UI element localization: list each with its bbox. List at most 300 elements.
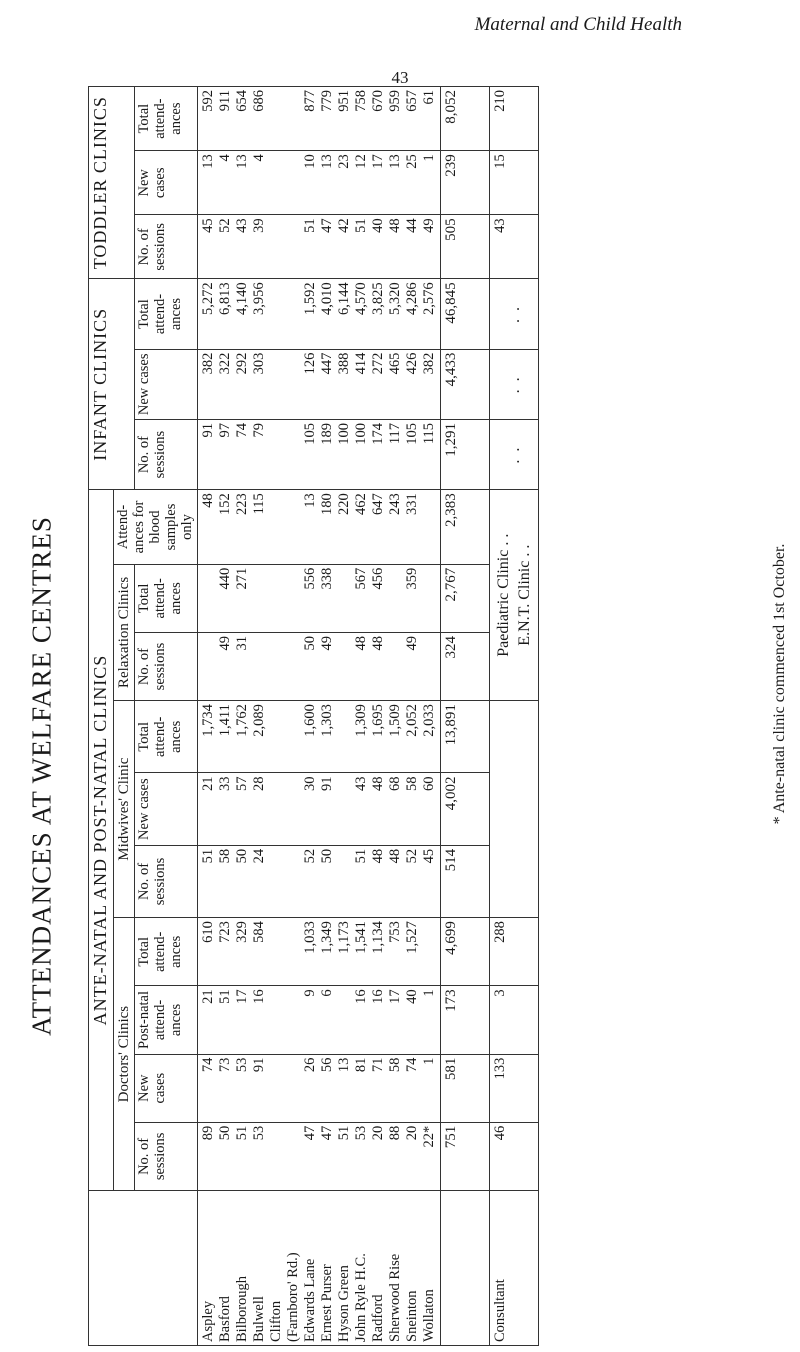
value-cell [285,921,302,982]
centre-name: (Farnboro' Rd.) [285,1252,302,1342]
value-cell: 1 [421,989,438,997]
total-inf-total: 46,845 [441,279,490,349]
value-cell: 16 [370,989,387,1004]
value-cell [387,568,404,629]
consultant-tod-total: 210 [490,87,539,151]
consultant-inf-new: . . [490,349,539,419]
page-header [0,8,800,98]
value-cell: 20 [370,1125,387,1141]
total-tod-new: 239 [441,151,490,215]
value-cell: 1,309 [353,704,370,737]
value-cell: 456 [370,567,387,590]
value-cell: 22* [421,1125,438,1148]
value-cell: 58 [387,1057,404,1073]
value-cell: 115 [421,422,438,445]
value-cell [268,493,285,561]
value-cell: 440 [217,567,234,590]
value-cell: 6,813 [217,282,234,316]
value-cell: 877 [302,90,319,112]
value-cell: 243 [387,493,404,515]
value-cell [268,1058,285,1119]
value-cell [421,636,438,697]
value-cell [285,1058,302,1119]
rotated-table [88,86,760,1346]
value-cell: 388 [336,352,353,375]
centre-name: Edwards Lane [302,1258,319,1342]
value-cell [387,636,404,697]
value-cell: 17 [370,154,387,169]
inf-total-values [198,279,441,349]
value-cell: 48 [370,776,387,791]
col-doc-new: New cases [135,1054,198,1122]
centre-header [89,1190,198,1345]
value-cell [200,568,217,629]
value-cell: 382 [200,352,217,375]
value-cell [336,989,353,1050]
value-cell: 292 [234,352,251,375]
value-cell [268,282,285,345]
value-cell: 3,825 [370,282,387,316]
consultant-doc-new: 133 [490,1054,539,1122]
total-mid-total: 13,891 [441,701,490,773]
value-cell [421,921,438,982]
value-cell: 21 [200,989,217,1004]
value-cell [421,493,438,561]
value-cell [336,636,353,697]
value-cell: 50 [234,848,251,864]
value-cell: 303 [251,352,268,375]
consultant-inf-sessions: . . [490,419,539,489]
value-cell: 115 [251,493,268,515]
value-cell: 40 [370,218,387,233]
value-cell: 13 [200,154,217,169]
group-antenatal: ANTE-NATAL AND POST-NATAL CLINICS [89,490,114,1191]
total-tod-sessions: 505 [441,215,490,279]
value-cell: 4,010 [319,282,336,316]
value-cell: 13 [234,154,251,169]
consultant-label: Consultant [490,1190,539,1345]
value-cell: 753 [387,921,404,943]
value-cell: 47 [319,218,336,233]
value-cell: 126 [302,352,319,375]
value-cell: 4 [217,154,234,162]
value-cell: 21 [200,776,217,791]
value-cell: 49 [421,218,438,233]
paediatric-ent-label: Paediatric Clinic . . E.N.T. Clinic . . [490,490,539,701]
value-cell: 61 [421,90,438,105]
value-cell [285,1126,302,1187]
value-cell: 271 [234,567,251,590]
value-cell: 4,570 [353,282,370,316]
value-cell: 13 [336,1057,353,1073]
total-rel-total: 2,767 [441,564,490,632]
value-cell: 359 [404,567,421,590]
value-cell: 30 [302,776,319,791]
value-cell: 723 [217,921,234,943]
value-cell: 73 [217,1057,234,1073]
value-cell: 28 [251,776,268,791]
value-cell [268,154,285,211]
total-inf-new: 4,433 [441,349,490,419]
value-cell: 33 [217,776,234,791]
value-cell: 44 [404,218,421,233]
total-doc-total: 4,699 [441,918,490,986]
value-cell [336,568,353,629]
value-cell: 1,411 [217,704,234,737]
value-cell: 50 [217,1125,234,1141]
value-cell [285,704,302,769]
value-cell [336,849,353,914]
value-cell: 47 [319,1125,336,1141]
value-cell: 57 [234,776,251,791]
col-mid-new: New cases [135,773,198,845]
value-cell: 17 [234,989,251,1004]
value-cell: 74 [404,1057,421,1073]
value-cell: 51 [353,848,370,864]
value-cell: 647 [370,493,387,515]
col-inf-sessions: No. of sessions [135,419,198,489]
value-cell: 16 [251,989,268,1004]
value-cell: 670 [370,90,387,112]
value-cell: 465 [387,352,404,375]
value-cell: 322 [217,352,234,375]
col-doc-sessions: No. of sessions [135,1122,198,1190]
value-cell: 43 [234,218,251,233]
col-blood: Attend-ances for blood samples only [113,490,198,565]
consultant-row [490,87,539,1346]
value-cell: 16 [353,989,370,1004]
col-mid-sessions: No. of sessions [135,845,198,917]
centre-name: Sherwood Rise [387,1253,404,1342]
mid-sessions-values [198,845,441,917]
page-title: ATTENDANCES AT WELFARE CENTRES [26,516,57,1036]
value-cell [268,1126,285,1187]
value-cell: 48 [387,848,404,864]
value-cell: 56 [319,1057,336,1073]
value-cell: 105 [404,422,421,445]
value-cell: 79 [251,422,268,438]
value-cell: 6 [319,989,336,997]
centre-names [198,1190,441,1345]
value-cell: 2,576 [421,282,438,316]
value-cell: 91 [319,776,336,791]
col-tod-sessions: No. of sessions [135,215,198,279]
value-cell: 100 [353,422,370,445]
value-cell: 220 [336,493,353,515]
table-frame [88,86,760,1346]
value-cell [268,353,285,416]
value-cell: 20 [404,1125,421,1141]
value-cell: 1,033 [302,921,319,954]
col-inf-new: New cases [135,349,198,419]
value-cell: 49 [319,635,336,651]
value-cell: 68 [387,776,404,791]
value-cell: 1,734 [200,704,217,737]
value-cell: 654 [234,90,251,112]
page-title-area [0,100,84,1352]
value-cell: 272 [370,352,387,375]
value-cell: 45 [200,218,217,233]
value-cell: 53 [353,1125,370,1141]
value-cell [268,218,285,275]
value-cell: 911 [217,90,234,112]
footnote-area [760,100,800,1352]
value-cell [251,568,268,629]
doc-sessions-values [198,1122,441,1190]
consultant-doc-post: 3 [490,986,539,1054]
value-cell: 105 [302,422,319,445]
value-cell: 223 [234,493,251,515]
value-cell: 51 [217,989,234,1004]
value-cell: 39 [251,218,268,233]
centre-name: Radford [370,1294,387,1342]
page-number: 43 [391,68,409,87]
value-cell [200,636,217,697]
blood-values [198,490,441,565]
value-cell: 40 [404,989,421,1004]
value-cell: 97 [217,422,234,438]
value-cell: 48 [370,635,387,651]
value-cell: 74 [234,422,251,438]
value-cell: 1,509 [387,704,404,737]
total-mid-sessions: 514 [441,845,490,917]
tod-total-values [198,87,441,151]
mid-new-values [198,773,441,845]
total-doc-post: 173 [441,986,490,1054]
value-cell: 48 [200,493,217,508]
value-cell: 1 [421,154,438,162]
value-cell: 426 [404,352,421,375]
subgroup-doctors: Doctors' Clinics [113,918,135,1191]
value-cell: 52 [302,848,319,864]
value-cell: 52 [404,848,421,864]
value-cell [285,90,302,147]
col-rel-total: Total attend-ances [135,564,198,632]
centre-name: Bilborough [234,1275,251,1342]
value-cell: 43 [353,776,370,791]
total-inf-sessions: 1,291 [441,419,490,489]
value-cell: 81 [353,1057,370,1073]
totals-label [441,1190,490,1345]
value-cell: 51 [200,848,217,864]
value-cell [285,353,302,416]
value-cell: 9 [302,989,319,997]
value-cell: 1,303 [319,704,336,737]
value-cell [285,282,302,345]
journal-title: Maternal and Child Health [474,14,682,35]
value-cell: 88 [387,1125,404,1141]
value-cell [285,154,302,211]
value-cell: 1 [421,1057,438,1065]
value-cell: 12 [353,154,370,169]
value-cell: 53 [234,1057,251,1073]
consultant-tod-sessions: 43 [490,215,539,279]
centre-name: Hyson Green [336,1265,353,1342]
footnote: * Ante-natal clinic commenced 1st October. [771,543,788,825]
value-cell [336,704,353,769]
value-cell [285,849,302,914]
value-cell: 53 [251,1125,268,1141]
centres-row [198,87,441,1346]
attendances-table [88,86,539,1346]
value-cell: 556 [302,567,319,590]
value-cell: 959 [387,90,404,112]
value-cell [285,568,302,629]
consultant-doc-sessions: 46 [490,1122,539,1190]
value-cell: 1,173 [336,921,353,954]
value-cell [285,493,302,561]
value-cell: 6,144 [336,282,353,316]
value-cell: 758 [353,90,370,112]
consultant-mid-empty [490,701,539,918]
value-cell [268,423,285,486]
value-cell: 1,349 [319,921,336,954]
value-cell: 1,600 [302,704,319,737]
value-cell [251,636,268,697]
value-cell: 60 [421,776,438,791]
value-cell: 331 [404,493,421,515]
value-cell: 23 [336,154,353,169]
value-cell: 48 [387,218,404,233]
centre-name: Basford [217,1296,234,1342]
value-cell: 50 [319,848,336,864]
value-cell: 49 [217,635,234,651]
value-cell [268,636,285,697]
value-cell: 51 [353,218,370,233]
value-cell: 2,089 [251,704,268,737]
doc-total-values [198,918,441,986]
value-cell: 45 [421,848,438,864]
value-cell: 13 [387,154,404,169]
value-cell: 5,320 [387,282,404,316]
value-cell [268,90,285,147]
tod-sessions-values [198,215,441,279]
doc-new-values [198,1054,441,1122]
value-cell: 1,762 [234,704,251,737]
col-tod-total: Total attend-ances [135,87,198,151]
value-cell [285,776,302,841]
value-cell: 592 [200,90,217,112]
value-cell: 42 [336,218,353,233]
value-cell [268,704,285,769]
value-cell: 91 [200,422,217,438]
rel-total-values [198,564,441,632]
value-cell [268,568,285,629]
col-rel-sessions: No. of sessions [135,632,198,700]
consultant-doc-total: 288 [490,918,539,986]
value-cell: 779 [319,90,336,112]
total-doc-new: 581 [441,1054,490,1122]
value-cell: 686 [251,90,268,112]
value-cell: 58 [217,848,234,864]
value-cell: 58 [404,776,421,791]
rel-sessions-values [198,632,441,700]
value-cell: 4 [251,154,268,162]
value-cell: 4,286 [404,282,421,316]
consultant-tod-new: 15 [490,151,539,215]
col-doc-post: Post-natal attend-ances [135,986,198,1054]
value-cell: 48 [370,848,387,864]
tod-new-values [198,151,441,215]
value-cell: 1,541 [353,921,370,954]
subgroup-midwives: Midwives' Clinic [113,701,135,918]
total-blood: 2,383 [441,490,490,565]
value-cell: 1,134 [370,921,387,954]
value-cell: 951 [336,90,353,112]
value-cell: 338 [319,567,336,590]
value-cell [285,636,302,697]
centre-name: John Ryle H.C. [353,1253,370,1342]
value-cell: 610 [200,921,217,943]
inf-sessions-values [198,419,441,489]
value-cell: 51 [302,218,319,233]
value-cell: 10 [302,154,319,169]
value-cell: 71 [370,1057,387,1073]
value-cell: 51 [336,1125,353,1141]
value-cell: 1,695 [370,704,387,737]
group-toddler: TODDLER CLINICS [89,87,135,279]
value-cell: 17 [387,989,404,1004]
value-cell: 2,052 [404,704,421,737]
totals-row [441,87,490,1346]
value-cell: 24 [251,848,268,864]
value-cell [268,989,285,1050]
consultant-inf-total: . . [490,279,539,349]
value-cell [285,218,302,275]
col-inf-total: Total attend-ances [135,279,198,349]
col-mid-total: Total attend-ances [135,701,198,773]
value-cell [421,568,438,629]
value-cell: 189 [319,422,336,445]
value-cell: 447 [319,352,336,375]
value-cell: 567 [353,567,370,590]
value-cell [336,776,353,841]
value-cell: 1,527 [404,921,421,954]
doc-post-values [198,986,441,1054]
centre-name: Sneinton [404,1290,421,1342]
value-cell: 1,592 [302,282,319,316]
value-cell: 47 [302,1125,319,1141]
centre-name: Aspley [200,1300,217,1342]
total-rel-sessions: 324 [441,632,490,700]
value-cell: 5,272 [200,282,217,316]
value-cell: 13 [319,154,336,169]
value-cell [285,989,302,1050]
mid-total-values [198,701,441,773]
value-cell: 414 [353,352,370,375]
value-cell: 26 [302,1057,319,1073]
value-cell [268,776,285,841]
value-cell [268,921,285,982]
centre-name: Clifton [268,1300,285,1342]
value-cell: 50 [302,635,319,651]
centre-name: Bulwell [251,1296,268,1342]
inf-new-values [198,349,441,419]
group-infant: INFANT CLINICS [89,279,135,490]
value-cell: 2,033 [421,704,438,737]
value-cell: 51 [234,1125,251,1141]
col-doc-total: Total attend-ances [135,918,198,986]
total-doc-sessions: 751 [441,1122,490,1190]
value-cell: 4,140 [234,282,251,316]
value-cell: 91 [251,1057,268,1073]
centre-name: Ernest Purser [319,1264,336,1342]
value-cell: 174 [370,422,387,445]
value-cell: 462 [353,493,370,515]
value-cell [268,849,285,914]
total-tod-total: 8,052 [441,87,490,151]
value-cell: 13 [302,493,319,508]
